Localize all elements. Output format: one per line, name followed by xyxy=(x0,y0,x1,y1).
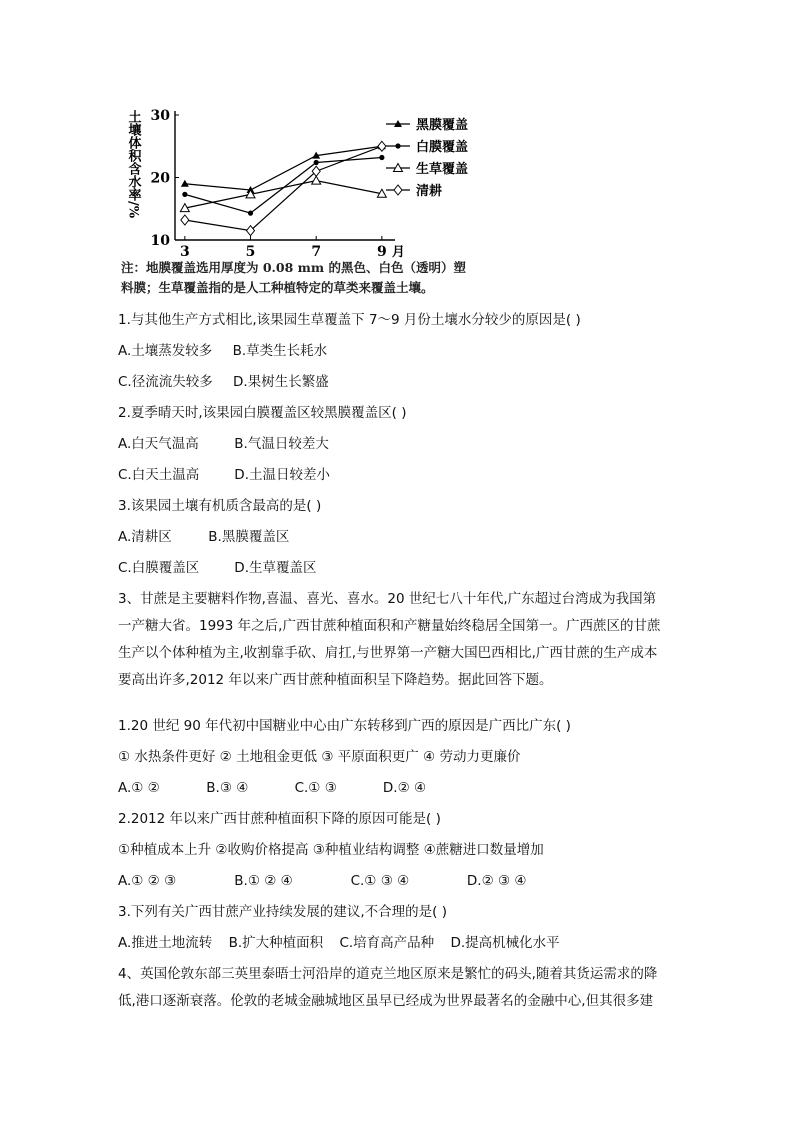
passage-3-line: 一产糖大省。1993 年之后,广西甘蔗种植面积和产糖量始终稳居全国第一。广西蔗区的甘蔗 xyxy=(118,618,661,634)
data-point xyxy=(378,141,386,151)
passage-3-line: 生产以个体种植为主,收割靠手砍、肩扛,与世界第一产糖大国巴西相比,广西甘蔗的生产成本 xyxy=(118,645,658,661)
subquestion-3-options xyxy=(118,933,560,953)
question-3-options-row-2 xyxy=(118,558,316,578)
passage-3-line: 要高出许多,2012 年以来广西甘蔗种植面积呈下降趋势。据此回答下题。 xyxy=(118,672,553,688)
subquestion-3-option-d: D.提高机械化水平 xyxy=(450,935,560,951)
y-axis-label: 土壤体积含水率/% xyxy=(125,110,141,219)
subquestion-1-options xyxy=(118,778,426,798)
question-2-option-d: D.土温日较差小 xyxy=(234,467,330,483)
subquestion-1-option-d: D.② ④ xyxy=(382,780,427,796)
legend-label: 生草覆盖 xyxy=(416,162,469,177)
subquestion-1-items: ① 水热条件更好 ② 土地租金更低 ③ 平原面积更广 ④ 劳动力更廉价 xyxy=(118,749,521,765)
question-2-options-row-2 xyxy=(118,465,330,485)
passage-3-line: 3、甘蔗是主要糖料作物,喜温、喜光、喜水。20 世纪七八十年代,广东超过台湾成为我国第 xyxy=(118,591,657,607)
data-point xyxy=(247,226,255,236)
subquestion-3-option-a: A.推进土地流转 xyxy=(118,935,213,951)
chart-series xyxy=(180,141,386,235)
data-point xyxy=(181,215,189,225)
question-3-option-c: C.白膜覆盖区 xyxy=(118,560,200,576)
subquestion-2-option-d: D.② ③ ④ xyxy=(466,873,527,889)
x-axis-label: 月 xyxy=(391,245,405,260)
x-tick-label: 9 xyxy=(376,244,387,260)
y-tick-label: 10 xyxy=(150,233,170,249)
passage-4-line: 低,港口逐渐衰落。伦敦的老城金融城地区虽早已经成为世界最著名的金融中心,但其很多建 xyxy=(118,993,654,1009)
question-2-options-row-1 xyxy=(118,434,329,454)
question-1-options-row-1 xyxy=(118,341,327,361)
chart-axes xyxy=(126,108,405,260)
x-tick-label: 3 xyxy=(179,244,190,260)
subquestion-2-option-b: B.① ② ④ xyxy=(234,873,293,889)
data-point xyxy=(395,143,400,148)
question-3-options-row-1 xyxy=(118,527,289,547)
y-tick-label: 20 xyxy=(150,170,170,187)
subquestion-1-stem: 1.20 世纪 90 年代初中国糖业中心由广东转移到广西的原因是广西比广东( ) xyxy=(118,718,571,734)
data-point xyxy=(394,185,402,195)
data-point xyxy=(312,166,320,176)
subquestion-3-stem: 3.下列有关广西甘蔗产业持续发展的建议,不合理的是( ) xyxy=(118,904,447,920)
chart-note xyxy=(121,258,521,298)
subquestion-2-options xyxy=(118,871,526,891)
question-1-stem: 1.与其他生产方式相比,该果园生草覆盖下 7～9 月份土壤水分较少的原因是( ) xyxy=(118,312,581,328)
subquestion-3-option-b: B.扩大种植面积 xyxy=(228,935,324,951)
question-2-stem: 2.夏季晴天时,该果园白膜覆盖区较黑膜覆盖区( ) xyxy=(118,405,407,421)
series-line xyxy=(185,181,382,209)
question-3-option-d: D.生草覆盖区 xyxy=(234,560,317,576)
subquestion-1-option-b: B.③ ④ xyxy=(206,780,249,796)
question-2-option-b: B.气温日较差大 xyxy=(234,436,329,452)
data-point xyxy=(379,155,384,160)
passage-4 xyxy=(118,961,678,1015)
question-1-option-c: C.径流流失较多 xyxy=(118,374,213,390)
x-tick-label: 7 xyxy=(311,244,322,260)
data-point xyxy=(312,176,321,184)
subquestion-2-option-a: A.① ② ③ xyxy=(118,873,177,889)
subquestion-1-option-a: A.① ② xyxy=(118,780,160,796)
question-3-option-a: A.清耕区 xyxy=(118,529,172,545)
subquestion-2-items: ①种植成本上升 ②收购价格提高 ③种植业结构调整 ④蔗糖进口数量增加 xyxy=(118,842,544,858)
data-point xyxy=(314,160,319,165)
subquestion-2-stem: 2.2012 年以来广西甘蔗种植面积下降的原因可能是( ) xyxy=(118,811,441,827)
legend-label: 白膜覆盖 xyxy=(416,140,469,155)
data-point xyxy=(182,192,187,197)
chart-note-line-2: 料膜；生草覆盖指的是人工种植特定的草类来覆盖土壤。 xyxy=(121,280,434,295)
subquestion-3-option-c: C.培育高产品种 xyxy=(339,935,435,951)
y-tick-label: 30 xyxy=(150,108,170,124)
question-2-option-a: A.白天气温高 xyxy=(118,436,199,452)
chart-note-line-1: 注：地膜覆盖选用厚度为 0.08 mm 的黑色、白色（透明）塑 xyxy=(121,260,466,275)
question-1-options-row-2 xyxy=(118,372,329,392)
data-point xyxy=(181,180,189,187)
question-3-stem: 3.该果园土壤有机质含最高的是( ) xyxy=(118,498,322,514)
question-1-option-a: A.土壤蒸发较多 xyxy=(118,343,213,359)
x-tick-label: 5 xyxy=(245,244,256,260)
legend-label: 黑膜覆盖 xyxy=(416,118,469,133)
question-2-option-c: C.白天土温高 xyxy=(118,467,200,483)
chart-legend xyxy=(386,117,468,199)
passage-3 xyxy=(118,586,678,694)
legend-label: 清耕 xyxy=(416,184,443,199)
subquestion-1-option-c: C.① ③ xyxy=(294,780,337,796)
question-1-option-b: B.草类生长耗水 xyxy=(232,343,328,359)
question-1-option-d: D.果树生长繁盛 xyxy=(233,374,329,390)
series-line xyxy=(185,146,382,190)
series-line xyxy=(185,158,382,214)
question-3-option-b: B.黑膜覆盖区 xyxy=(208,529,290,545)
passage-4-line: 4、英国伦敦东部三英里泰晤士河沿岸的道克兰地区原来是繁忙的码头,随着其货运需求的降 xyxy=(118,966,658,982)
subquestion-2-option-c: C.① ③ ④ xyxy=(350,873,410,889)
data-point xyxy=(248,211,253,216)
